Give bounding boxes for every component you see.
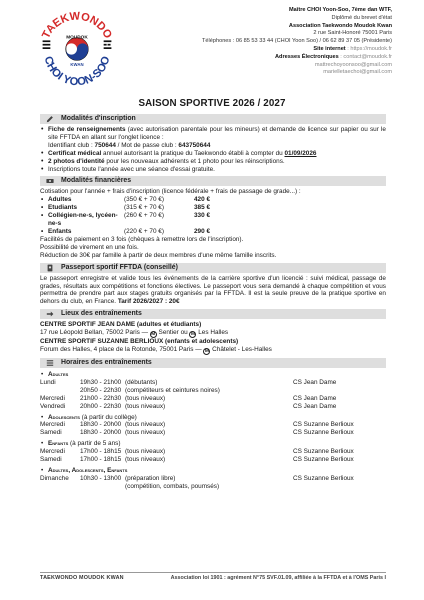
time: 19h30 - 21h00 — [80, 378, 122, 386]
tarif-detail: (220 € + 70 €) — [124, 227, 164, 235]
tarif-row — [40, 204, 240, 212]
section-financieres-header — [40, 176, 386, 186]
place: CS Jean Dame — [293, 378, 337, 386]
website-line — [122, 46, 392, 54]
metro-station: Sentier ou — [156, 329, 190, 337]
section-lieux-title: Lieux des entraînements — [61, 310, 142, 318]
day: Samedi — [40, 429, 62, 437]
section-horaires-header — [40, 358, 386, 368]
ident-value: 750644 — [94, 141, 116, 149]
section-horaires-title: Horaires des entraînements — [61, 359, 152, 367]
arrow-right-icon — [46, 310, 54, 318]
metro-icon: M — [190, 332, 195, 338]
email-line — [122, 54, 392, 62]
schedule-table — [40, 475, 386, 491]
day: Vendredi — [40, 402, 66, 410]
time: 17h00 - 18h15 — [80, 456, 122, 464]
passeport-description: Le passeport enregistre et valide tous les événements de la carrière sportive d'un licencié : suivi médical, passage de grades, résultats aux compétitions et fonctions électives. Le passeport vous sera demandé à chaque compétition et vous permettra de prendre part aux stages gratuits organisés par la FFTDA. Il est la seule preuve de la pratique sportive en dehors du club, en France. — [40, 274, 386, 306]
logo-middle-text: MOUDOK — [66, 35, 88, 41]
place: CS Suzanne Berlioux — [293, 456, 354, 464]
tarif-label: • Etudiants — [40, 204, 124, 212]
diploma: Diplômé du brevet d'état — [331, 14, 392, 21]
section-financieres-title: Modalités financières — [61, 177, 132, 185]
schedule-group-adolescents — [40, 414, 386, 438]
schedule-group-title — [40, 440, 386, 448]
footer-club-name: TAEKWONDO MOUDOK KWAN — [40, 575, 124, 581]
photos-item — [40, 158, 386, 166]
place: CS Suzanne Berlioux — [293, 421, 354, 429]
section-passeport-header — [40, 263, 386, 273]
logo-bottom-text: CHOI YOON-SOO — [41, 54, 113, 89]
day: Mercredi — [40, 448, 65, 456]
schedule-group-tous — [40, 467, 386, 491]
group-suffix: (à partir du collège) — [79, 413, 137, 421]
payment-note-3: Réduction de 30€ par famille à partir de deux membres d'une même famille inscrits. — [40, 251, 277, 259]
tarif-detail: (315 € + 70 €) — [124, 204, 164, 212]
tarifs-table — [40, 196, 240, 236]
tarif-row — [40, 228, 240, 236]
metro-station: Châtelet - Les-Halles — [210, 346, 272, 354]
address-text: 17 rue Léopold Bellan, 75002 Paris — — [40, 329, 150, 337]
centre-jean-dame: CENTRE SPORTIF JEAN DAME (adultes et étudiants) — [40, 321, 202, 329]
schedule-group-title — [40, 414, 386, 422]
level: (tous niveaux) — [125, 448, 166, 456]
tarif-label: • Enfants — [40, 228, 124, 236]
day: Lundi — [40, 378, 56, 386]
day: Mercredi — [40, 394, 65, 402]
list-icon — [46, 359, 54, 367]
payment-note-2: Possibilité de virement en une fois. — [40, 243, 139, 251]
fiche-label: Fiche de renseignements — [48, 126, 126, 133]
tarif-total: 330 € — [194, 212, 210, 220]
level: (tous niveaux) — [125, 429, 166, 437]
money-icon — [46, 177, 54, 185]
time: 18h30 - 20h00 — [80, 429, 122, 437]
association-name: Association Taekwondo Moudok Kwan — [288, 22, 392, 29]
level: (compétition, combats, poumsés) — [125, 482, 220, 490]
passport-icon — [46, 264, 54, 272]
schedule-group-enfants — [40, 440, 386, 464]
place — [293, 483, 386, 491]
cotisation-intro: Cotisation pour l'année + frais d'inscription (licence fédérale + frais de passage de grade...) : — [40, 188, 301, 196]
tarif-total: 420 € — [194, 196, 210, 204]
logo-inner-text: KWAN — [70, 62, 84, 68]
footer — [40, 572, 386, 582]
cert-date: 01/09/2026 — [284, 149, 317, 157]
pencil-icon — [46, 115, 54, 123]
time — [80, 483, 125, 491]
schedule-group-title — [40, 467, 386, 475]
trigram-left-icon — [43, 40, 51, 49]
essai-item: • Inscriptions toute l'année avec une séance d'essai gratuite. — [40, 166, 386, 174]
footer-agrement: Association loi 1901 : agrément N°75 SVF.01.09, affiliée à la FFTDA et à l'OMS Paris I — [170, 575, 386, 581]
site-label: Site internet — [313, 45, 346, 52]
email-link-2[interactable]: mattrechoyoonsoo@gmail.com — [314, 61, 392, 68]
place: CS Jean Dame — [293, 402, 337, 410]
day — [40, 483, 80, 491]
ident-prefix: Identifiant club : — [48, 141, 95, 149]
schedule-table — [40, 379, 386, 411]
group-name: Adultes — [48, 371, 69, 379]
tarif-label: • Adultes — [40, 196, 124, 204]
cert-label: Certificat médical — [48, 149, 102, 157]
section-inscription-title: Modalités d'inscription — [61, 115, 136, 123]
schedule-table — [40, 448, 386, 464]
club-credentials — [40, 142, 386, 150]
group-name: Adolescents — [48, 413, 80, 421]
mdp-prefix: / Mot de passe club : — [115, 141, 179, 149]
section-passeport-title: Passeport sportif FFTDA (conseillé) — [61, 263, 178, 271]
table-row — [40, 483, 386, 491]
level: (tous niveaux) — [125, 402, 166, 410]
email-link-3[interactable]: marielletaechoi@gmail.com — [323, 69, 392, 76]
email-label: Adresses Électroniques — [275, 53, 339, 60]
group-name: Enfants — [48, 440, 69, 448]
level: (débutants) — [125, 378, 158, 386]
place: CS Suzanne Berlioux — [293, 448, 354, 456]
photos-label: 2 photos d'identité — [48, 157, 105, 165]
mdp-value: 643750644 — [178, 141, 211, 149]
table-row — [40, 403, 386, 411]
place: CS Suzanne Berlioux — [293, 474, 354, 482]
address: 2 rue Saint-Honoré 75001 Paris — [313, 30, 392, 37]
time: 21h00 - 22h30 — [80, 394, 122, 402]
metro-icon: M — [151, 332, 156, 338]
day: Samedi — [40, 456, 62, 464]
centre-suzanne-berlioux: CENTRE SPORTIF SUZANNE BERLIOUX (enfants et adolescents) — [40, 338, 239, 346]
table-row — [40, 421, 386, 429]
passeport-text — [40, 275, 386, 307]
tarif-label: • Collégien-ne-s, lycéen-ne-s — [40, 212, 124, 228]
schedule-group-adultes — [40, 371, 386, 411]
section-inscription-header — [40, 114, 386, 124]
logo-top-text: TAEKWONDO — [40, 10, 114, 41]
place — [293, 387, 386, 395]
table-row — [40, 387, 386, 395]
site-link[interactable]: : https://moudok.fr — [345, 45, 392, 52]
level: (tous niveaux) — [125, 421, 166, 429]
table-row — [40, 379, 386, 387]
cert-text: annuel autorisant la pratique du Taekwondo établi à compter du — [101, 149, 285, 157]
place: CS Suzanne Berlioux — [293, 429, 354, 437]
tarif-row — [40, 196, 240, 204]
email-link-1[interactable]: : contact@moudok.fr — [338, 53, 392, 60]
metro-station: Les Halles — [196, 329, 229, 337]
centre-jean-dame-address — [40, 329, 386, 338]
photos-text: pour les nouveaux adhérents et 1 photo pour les réinscriptions. — [104, 157, 285, 165]
tarif-detail: (260 € + 70 €) — [124, 212, 164, 220]
time: 10h30 - 13h00 — [80, 474, 122, 482]
table-row — [40, 395, 386, 403]
certificat-item — [40, 150, 386, 158]
page-title: SAISON SPORTIVE 2026 / 2027 — [138, 98, 286, 109]
contact-block — [122, 7, 392, 77]
level: (tous niveaux) — [125, 456, 166, 464]
table-row — [40, 475, 386, 483]
schedule-group-title — [40, 371, 386, 379]
payment-note-1: Facilités de paiement en 3 fois (chèques à remettre lors de l'inscription). — [40, 235, 244, 243]
table-row — [40, 456, 386, 464]
phones: Téléphones : 06 85 53 33 44 (CHOI Yoon Soo) / 06 62 89 37 05 (Présidente) — [201, 38, 392, 45]
fiche-item — [40, 126, 386, 142]
tarif-row — [40, 212, 240, 228]
metro-icon: M — [204, 349, 209, 355]
day: Mercredi — [40, 421, 65, 429]
level: (compétiteurs et ceintures noires) — [125, 386, 220, 394]
place: CS Jean Dame — [293, 394, 337, 402]
tarif-total: 290 € — [194, 227, 210, 235]
table-row — [40, 429, 386, 437]
master-name: Maître CHOI Yoon-Soo, 7ème dan WTF, — [289, 7, 392, 13]
tarif-total: 385 € — [194, 204, 210, 212]
content — [40, 111, 386, 491]
level: (préparation libre) — [125, 474, 176, 482]
header — [0, 0, 424, 92]
tarif-detail: (350 € + 70 €) — [124, 196, 164, 204]
time: 20h00 - 22h30 — [80, 402, 122, 410]
address-text: Forum des Halles, 4 place de la Rotonde, 75001 Paris — — [40, 346, 204, 354]
time: 18h30 - 20h00 — [80, 421, 122, 429]
table-row — [40, 448, 386, 456]
schedule-table — [40, 421, 386, 437]
level: (tous niveaux) — [125, 394, 166, 402]
time: 20h50 - 22h30 — [80, 386, 122, 394]
fiche-text: (avec autorisation parentale pour les mineurs) et demande de licence sur papier ou sur le site FFTDA en allant sur l'onglet licence : — [48, 126, 386, 141]
trigram-right-icon — [104, 40, 112, 49]
club-logo — [34, 6, 120, 92]
centre-suzanne-berlioux-address — [40, 346, 386, 355]
day: Dimanche — [40, 474, 69, 482]
group-name: Adultes, Adolescents, Enfants — [48, 467, 128, 474]
time: 17h00 - 18h15 — [80, 448, 122, 456]
day — [40, 387, 80, 395]
group-suffix: (à partir de 5 ans) — [68, 440, 121, 448]
passeport-tarif: Tarif 2026/2027 : 20€ — [117, 298, 180, 306]
section-lieux-header — [40, 309, 386, 319]
